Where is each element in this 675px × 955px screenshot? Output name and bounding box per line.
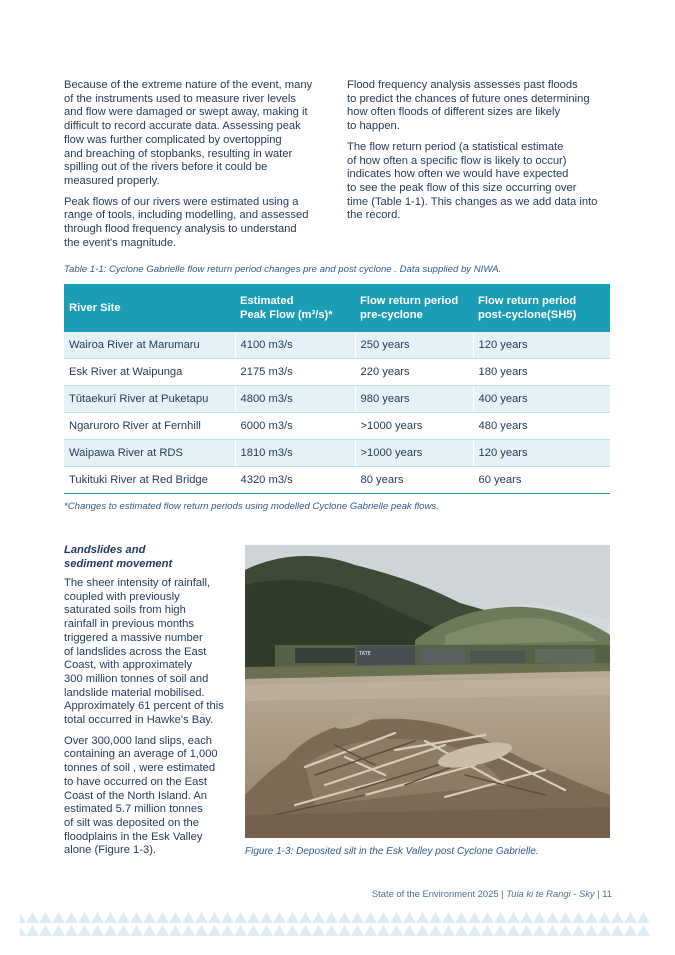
cell: 180 years	[473, 359, 610, 386]
table-row	[64, 467, 610, 494]
flow-return-table	[64, 284, 610, 494]
table-header-row	[64, 284, 610, 332]
footer-separator: |	[597, 888, 600, 899]
figure-caption: Figure 1-3: Deposited silt in the Esk Valley post Cyclone Gabrielle.	[245, 846, 539, 857]
landslide-column	[64, 577, 234, 865]
footer-separator: |	[501, 888, 504, 899]
building-sign: TATE	[359, 651, 371, 657]
cell: Tūtaekurī River at Puketapu	[64, 386, 235, 413]
footer-title: State of the Environment 2025	[371, 888, 499, 899]
page-number: 11	[602, 888, 612, 899]
cell: 4800 m3/s	[235, 386, 355, 413]
cell: Esk River at Waipunga	[64, 359, 235, 386]
section-heading: Landslides and sediment movement	[64, 544, 173, 570]
cell: 120 years	[473, 440, 610, 467]
cell: 80 years	[355, 467, 473, 494]
table-row	[64, 332, 610, 359]
cell: Waipawa River at RDS	[64, 440, 235, 467]
table-footnote: *Changes to estimated flow return periods using modelled Cyclone Gabrielle peak flows.	[64, 501, 439, 512]
paragraph: Flood frequency analysis assesses past floods to predict the chances of future ones determining how often floods of different sizes are likely to happen.	[347, 79, 590, 133]
intro-left-column	[64, 79, 326, 257]
cell: 2175 m3/s	[235, 359, 355, 386]
cell: >1000 years	[355, 413, 473, 440]
cell: 400 years	[473, 386, 610, 413]
cell: Wairoa River at Marumaru	[64, 332, 235, 359]
cell: 1810 m3/s	[235, 440, 355, 467]
paragraph: Over 300,000 land slips, each containing an average of 1,000 tonnes of soil , were estimated to have occurred on the East Coast of the North Island. An estimated 5.7 million tonnes of silt was deposited on the floodplains in the Esk Valley alone (Figure 1-3).	[64, 734, 218, 857]
paragraph: Peak flows of our rivers were estimated using a range of tools, including modelling, and assessed through flood frequency analysis to understand the event's magnitude.	[64, 195, 309, 249]
page-footer	[372, 888, 612, 899]
table-row	[64, 359, 610, 386]
cell: 120 years	[473, 332, 610, 359]
cell: 4320 m3/s	[235, 467, 355, 494]
cell: >1000 years	[355, 440, 473, 467]
paragraph: Because of the extreme nature of the event, many of the instruments used to measure river levels and flow were damaged or swept away, making it difficult to record accurate data. Assessing peak flow was further complicated by overtopping and breaching of stopbanks, resulting in water spilling out of the rivers before it could be measured properly.	[64, 79, 313, 187]
esk-valley-silt-photo	[245, 545, 610, 838]
table-row	[64, 413, 610, 440]
cell: 4100 m3/s	[235, 332, 355, 359]
paragraph: The sheer intensity of rainfall, coupled with previously saturated soils from high rainfall in previous months triggered a massive number of landslides across the East Coast, with approximately 300 million tonnes of soil and landslide material mobilised. Approximately 61 percent of this total occurred in Hawke's Bay.	[64, 577, 224, 727]
cell: 480 years	[473, 413, 610, 440]
paragraph: The flow return period (a statistical estimate of how often a specific flow is likely to occur) indicates how often we would have expected to see the peak flow of this size occurring over time (Table 1-1). This changes as we add data into the record.	[347, 140, 598, 222]
column-header: Flow return period pre-cyclone	[355, 284, 473, 332]
cell: 980 years	[355, 386, 473, 413]
cell: 60 years	[473, 467, 610, 494]
table-caption: Table 1-1: Cyclone Gabrielle flow return period changes pre and post cyclone . Data supplied by NIWA.	[64, 264, 502, 275]
column-header: Estimated Peak Flow (m³/s)*	[235, 284, 355, 332]
column-header: Flow return period post-cyclone(SH5)	[473, 284, 610, 332]
cell: Ngaruroro River at Fernhill	[64, 413, 235, 440]
column-header: River Site	[64, 284, 235, 332]
intro-right-column	[347, 79, 609, 230]
cell: Tukituki River at Red Bridge	[64, 467, 235, 494]
cell: 250 years	[355, 332, 473, 359]
footer-section: Tuia ki te Rangi - Sky	[506, 888, 595, 899]
decorative-triangle-pattern	[0, 910, 675, 936]
cell: 220 years	[355, 359, 473, 386]
table-row	[64, 386, 610, 413]
cell: 6000 m3/s	[235, 413, 355, 440]
table-row	[64, 440, 610, 467]
